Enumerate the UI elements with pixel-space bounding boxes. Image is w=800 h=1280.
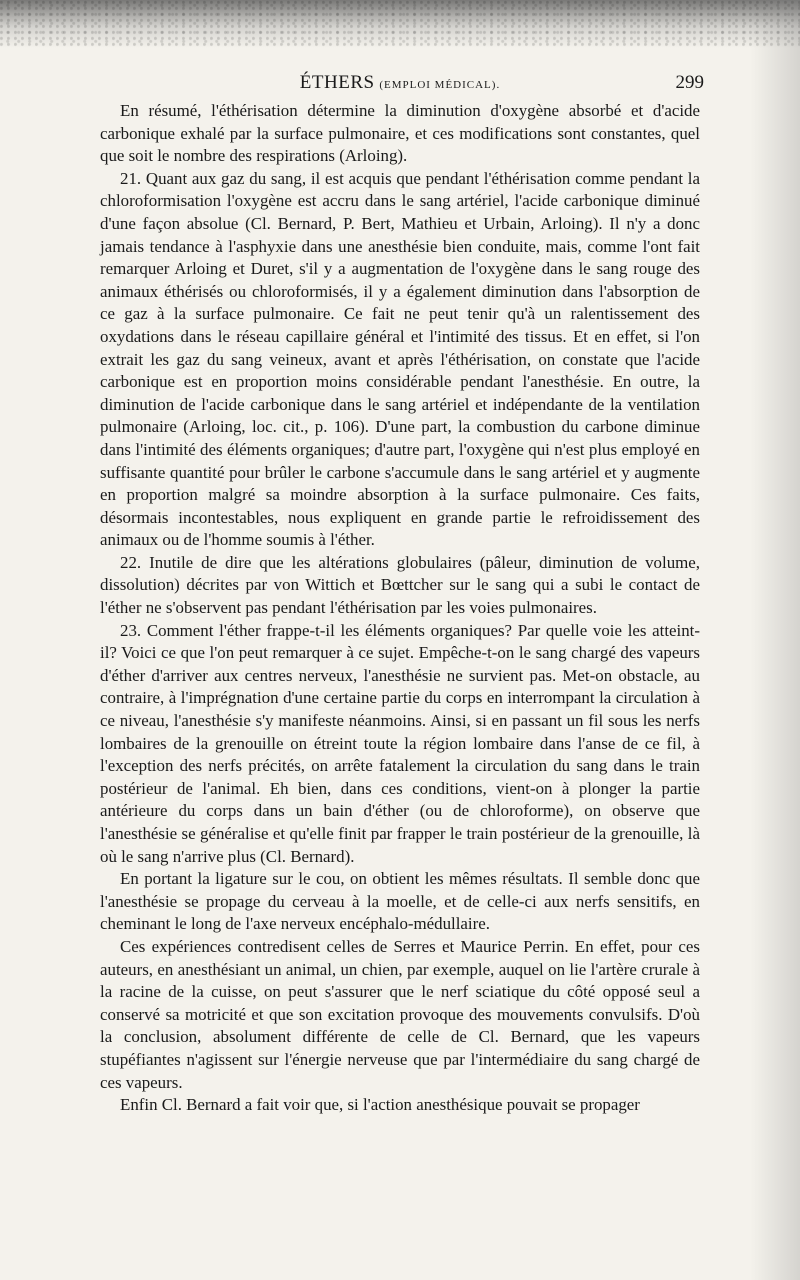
paragraph-23: 23. Comment l'éther frappe-t-il les éléments organiques? Par quelle voie les atteint-il? Voici ce que l'on peut remarquer à ce sujet. Empêche-t-on le sang chargé des vapeurs d'éther d'arriver aux centres nerveux, l'anesthésie ne survient pas. Met-on obstacle, au contraire, à l'imprégnation d'une certaine partie du corps en interrompant la circulation à ce niveau, l'anesthésie s'y manifeste néanmoins. Ainsi, si en passant un fil sous les nerfs lombaires de la grenouille on étreint toute la région lombaire dans l'anse de ce fil, à l'exception des nerfs précités, on arrête fatalement la circulation du sang dans le train postérieur de l'animal. Eh bien, dans ces conditions, vient-on à plonger la partie antérieure du corps dans un bain d'éther (ou de chloroforme), on observe que l'anesthésie se généralise et qu'elle finit par frapper le train postérieur de la grenouille, là où le sang n'arrive plus (Cl. Bernard). xyxy=(100,620,700,866)
running-title xyxy=(300,72,500,98)
scan-edge-right xyxy=(750,0,800,1280)
paragraph-21: 21. Quant aux gaz du sang, il est acquis que pendant l'éthérisation comme pendant la chloroformisation l'oxygène est accru dans le sang artériel, l'acide carbonique diminué d'une façon absolue (Cl. Bernard, P. Bert, Mathieu et Urbain, Arloing). Il n'y a donc jamais tendance à l'asphyxie dans une anesthésie bien conduite, mais, comme l'ont fait remarquer Arloing et Duret, s'il y a augmentation de l'oxygène dans le sang rouge des animaux éthérisés ou chloroformisés, il y a également diminution dans l'absorption de ce gaz à la surface pulmonaire. Ce fait ne peut tenir qu'à un ralentissement des oxydations dans le réseau capillaire général et l'intimité des tissus. Et en effet, si l'on extrait les gaz du sang veineux, avant et après l'éthérisation, on constate que l'acide carbonique est en proportion moins considérable pendant l'anesthésie. En outre, la diminution de l'acide carbonique dans le sang artériel et indépendante de la ventilation pulmonaire (Arloing, loc. cit., p. 106). D'une part, la combustion du carbone diminue dans l'intimité des éléments organiques; d'autre part, l'oxygène qui n'est plus employé en suffisante quantité pour brûler le carbone s'accumule dans le sang artériel et y augmente en proportion malgré sa moindre absorption à la surface pulmonaire. Ces faits, désormais incontestables, nous expliquent en grande partie le refroidissement des animaux ou de l'homme soumis à l'éther. xyxy=(100,168,700,550)
header-title: ÉTHERS xyxy=(299,72,375,93)
paragraph-enfin: Enfin Cl. Bernard a fait voir que, si l'action anesthésique pouvait se propager xyxy=(120,1095,640,1115)
paragraph-summary: En résumé, l'éthérisation détermine la diminution d'oxygène absorbé et d'acide carbonique exhalé par la surface pulmonaire, et ces modifications sont constantes, quel que soit le nombre des respirations (Arloing). xyxy=(100,101,700,166)
scan-edge-top xyxy=(0,0,800,48)
paragraph-ligature: En portant la ligature sur le cou, on obtient les mêmes résultats. Il semble donc que l'anesthésie se propage du cerveau à la moelle, et de celle-ci aux nerfs sensitifs, en cheminant le long de l'axe nerveux encéphalo-médullaire. xyxy=(100,869,700,934)
document-page xyxy=(100,72,704,1117)
paragraph-22: 22. Inutile de dire que les altérations globulaires (pâleur, diminution de volume, dissolution) décrites par von Wittich et Bœttcher sur le sang qui a subi le contact de l'éther ne s'observent pas pendant l'éthérisation par les voies pulmonaires. xyxy=(100,552,700,618)
page-number: 299 xyxy=(675,72,704,93)
header-subtitle: (EMPLOI MÉDICAL). xyxy=(379,79,501,91)
paragraph-experiences: Ces expériences contredisent celles de Serres et Maurice Perrin. En effet, pour ces auteurs, en anesthésiant un animal, un chien, par exemple, auquel on lie l'artère crurale à la racine de la cuisse, on peut s'assurer que le nerf sciatique du côté opposé seul a conservé sa motricité et que son excitation provoque des mouvements convulsifs. D'où la conclusion, absolument différente de celle de Cl. Bernard, que les vapeurs stupéfiantes n'agissent sur l'énergie nerveuse que par l'intermédiaire du sang chargé de ces vapeurs. xyxy=(100,936,700,1092)
running-header xyxy=(100,72,704,98)
body-text xyxy=(100,100,700,1117)
